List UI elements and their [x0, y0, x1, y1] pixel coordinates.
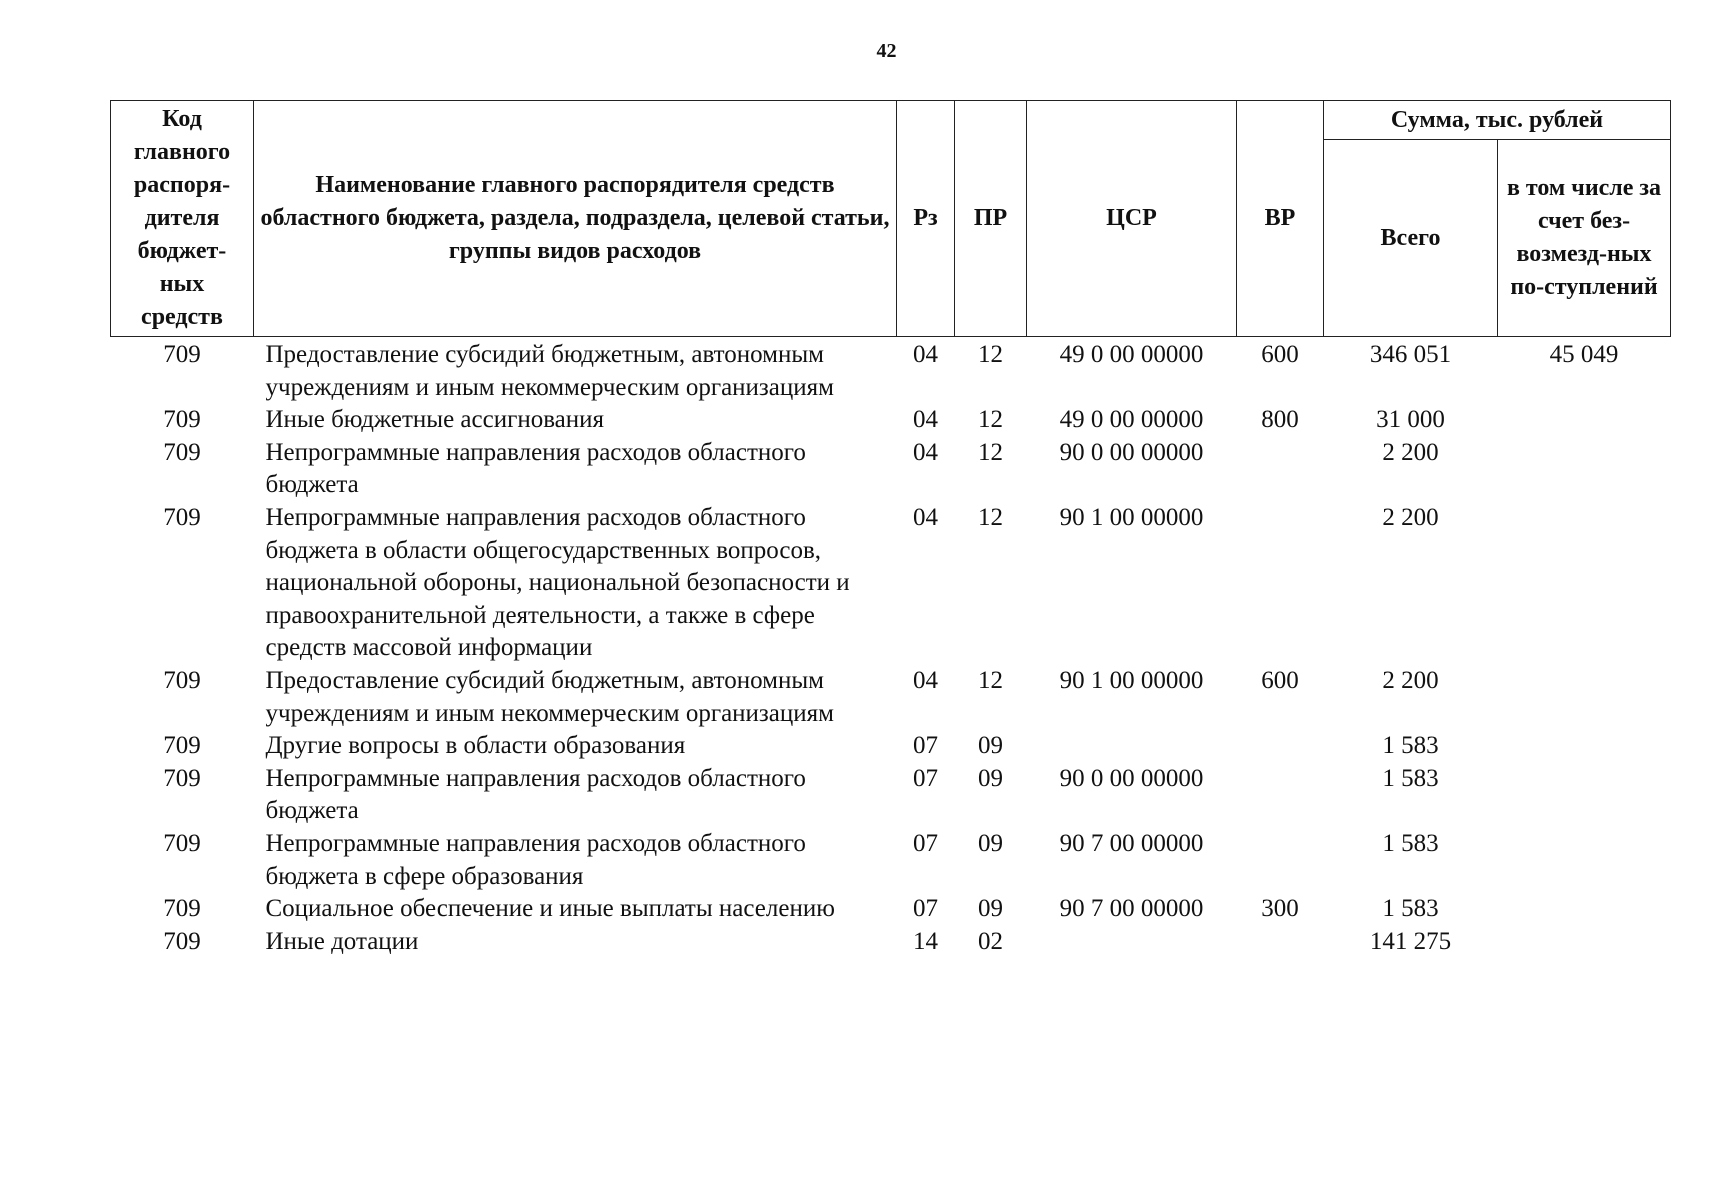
row-rz: 07: [913, 895, 938, 923]
row-code: 709: [163, 895, 201, 923]
row-total: 2 200: [1382, 503, 1439, 531]
row-rz: 04: [913, 438, 938, 466]
table-row: [111, 502, 1671, 665]
row-total: 1 583: [1382, 895, 1439, 923]
row-vr: [1237, 828, 1324, 893]
table-row: [111, 337, 1671, 405]
row-csr: 49 0 00 00000: [1059, 406, 1204, 434]
table-row: [111, 665, 1671, 730]
row-pr: 09: [978, 829, 1003, 857]
row-name: Предоставление субсидий бюджетным, автономным учреждениям и иным некоммерческим организациям: [265, 341, 834, 401]
row-code: 709: [163, 764, 201, 792]
row-free: [1498, 926, 1671, 959]
row-total: 31 000: [1376, 406, 1445, 434]
row-rz: 04: [913, 503, 938, 531]
header-pr: ПР: [955, 101, 1027, 337]
header-free: в том числе за счет без-возмезд-ных по-ступлений: [1498, 140, 1671, 337]
row-rz: 07: [913, 764, 938, 792]
row-free: [1498, 730, 1671, 763]
row-pr: 12: [978, 341, 1003, 368]
row-total: 1 583: [1382, 829, 1439, 857]
table-row: [111, 893, 1671, 926]
row-csr: 90 7 00 00000: [1059, 895, 1204, 923]
row-rz: 04: [913, 406, 938, 434]
row-rz: 14: [913, 927, 938, 955]
row-name: Предоставление субсидий бюджетным, автономным учреждениям и иным некоммерческим организациям: [265, 666, 834, 727]
row-free: [1498, 404, 1671, 437]
row-free: [1498, 502, 1671, 665]
table-row: [111, 926, 1671, 959]
header-total: Всего: [1324, 140, 1498, 337]
row-free: [1498, 437, 1671, 502]
row-name: Социальное обеспечение и иные выплаты населению: [265, 895, 835, 923]
budget-sheet: [110, 100, 1670, 958]
table-row: [111, 730, 1671, 763]
row-vr: [1237, 437, 1324, 502]
header-code: Код главного распоря-дителя бюджет-ных средств: [111, 101, 254, 337]
row-vr: 600: [1261, 341, 1299, 368]
row-pr: 12: [978, 666, 1003, 694]
row-free: [1498, 828, 1671, 893]
table-row: [111, 828, 1671, 893]
row-pr: 09: [978, 764, 1003, 792]
page-number: 42: [876, 40, 897, 62]
row-csr: 90 0 00 00000: [1059, 764, 1204, 792]
header-name: Наименование главного распорядителя средств областного бюджета, раздела, подраздела, целевой статьи, группы видов расходов: [254, 101, 897, 337]
row-code: 709: [163, 438, 201, 466]
row-rz: 04: [913, 666, 938, 694]
row-name: Непрограммные направления расходов областного бюджета: [265, 438, 806, 499]
row-code: 709: [163, 666, 201, 694]
row-total: 2 200: [1382, 666, 1439, 694]
row-csr: 49 0 00 00000: [1059, 341, 1204, 368]
row-csr: 90 7 00 00000: [1059, 829, 1204, 857]
row-name: Непрограммные направления расходов областного бюджета: [265, 764, 806, 825]
row-csr: [1027, 730, 1237, 763]
row-name: Иные дотации: [265, 927, 419, 955]
header-vr: ВР: [1237, 101, 1324, 337]
table-row: [111, 763, 1671, 828]
row-free: [1498, 893, 1671, 926]
row-name: Непрограммные направления расходов областного бюджета в области общегосударственных вопросов, национальной обороны, национальной безопасности и правоохранительной деятельности, а также в сфере средств массовой информации: [265, 503, 850, 662]
header-csr: ЦСР: [1027, 101, 1237, 337]
row-pr: 12: [978, 438, 1003, 466]
row-total: 346 051: [1369, 341, 1452, 368]
row-name: Другие вопросы в области образования: [265, 732, 686, 760]
table-body: [111, 337, 1671, 959]
row-rz: 07: [913, 732, 938, 760]
row-code: 709: [163, 406, 201, 434]
row-csr: 90 1 00 00000: [1059, 503, 1204, 531]
row-code: 709: [163, 732, 201, 760]
row-code: 709: [163, 503, 201, 531]
row-pr: 09: [978, 732, 1003, 760]
row-code: 709: [163, 927, 201, 955]
row-vr: 800: [1261, 406, 1299, 434]
table-row: [111, 404, 1671, 437]
row-csr: [1027, 926, 1237, 959]
row-csr: 90 0 00 00000: [1059, 438, 1204, 466]
row-vr: [1237, 502, 1324, 665]
row-name: Непрограммные направления расходов областного бюджета в сфере образования: [265, 829, 806, 890]
row-free: [1498, 665, 1671, 730]
table-header: [111, 101, 1671, 337]
row-vr: [1237, 926, 1324, 959]
row-total: 1 583: [1382, 732, 1439, 760]
budget-table: [110, 100, 1671, 958]
row-vr: 600: [1261, 666, 1299, 694]
row-csr: 90 1 00 00000: [1059, 666, 1204, 694]
row-name: Иные бюджетные ассигнования: [265, 406, 605, 434]
row-pr: 09: [978, 895, 1003, 923]
row-pr: 12: [978, 503, 1003, 531]
row-vr: [1237, 730, 1324, 763]
row-total: 141 275: [1369, 927, 1452, 955]
row-rz: 04: [913, 341, 938, 368]
row-rz: 07: [913, 829, 938, 857]
row-pr: 12: [978, 406, 1003, 434]
table-row: [111, 437, 1671, 502]
row-vr: [1237, 763, 1324, 828]
row-vr: 300: [1261, 895, 1299, 923]
row-code: 709: [163, 829, 201, 857]
row-free: 45 049: [1549, 341, 1619, 368]
row-total: 1 583: [1382, 764, 1439, 792]
row-code: 709: [163, 341, 201, 368]
header-sum-group: Сумма, тыс. рублей: [1324, 101, 1671, 140]
row-free: [1498, 763, 1671, 828]
row-total: 2 200: [1382, 438, 1439, 466]
row-pr: 02: [978, 927, 1003, 955]
header-rz: Рз: [897, 101, 955, 337]
